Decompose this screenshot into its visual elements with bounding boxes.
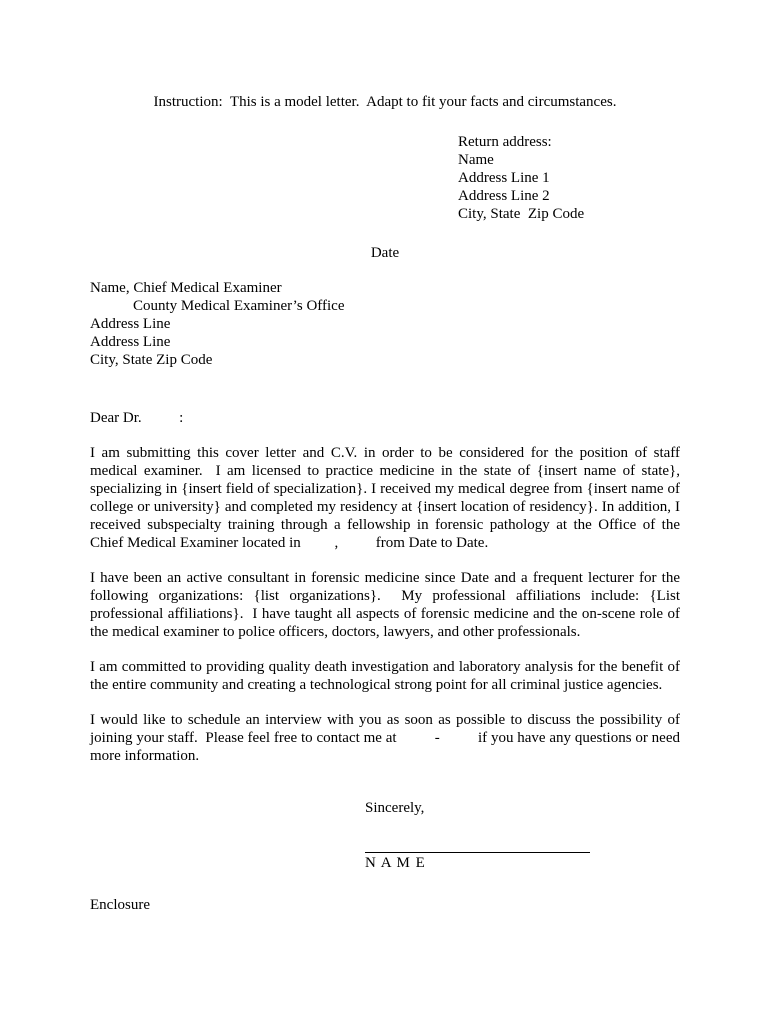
return-address-city-state-zip: City, State Zip Code: [458, 206, 585, 222]
body-paragraph-1: I am submitting this cover letter and C.V. in order to be considered for the position of staff medical examiner. I am licensed to practice medicine in the state of {insert name of state}, specializing in {insert field of specialization}. I received my medical degree from {insert name of college or university} and completed my residency at {insert location of residency}. In addition, I received subspecialty training through a fellowship in forensic pathology at the Office of the Chief Medical Examiner located in , from Date to Date.: [90, 445, 684, 551]
return-address-line-2: Address Line 2: [458, 188, 550, 204]
body-paragraph-2: I have been an active consultant in forensic medicine since Date and a frequent lecturer for the following organizations: {list organizations}. My professional affiliations include: {List professional affiliations}. I have taught all aspects of forensic medicine and the on-scene role of the medical examiner to police officers, doctors, lawyers, and other professionals.: [90, 570, 684, 640]
recipient-address-line-1: Address Line: [90, 316, 171, 332]
body-paragraph-4: I would like to schedule an interview with you as soon as possible to discuss the possibility of joining your staff. Please feel free to contact me at - if you have any questions or need more information.: [90, 712, 684, 764]
salutation-line: Dear Dr. :: [90, 410, 184, 426]
recipient-address-line-2: Address Line: [90, 334, 171, 350]
recipient-office: County Medical Examiner’s Office: [133, 298, 345, 314]
recipient-name-title: Name, Chief Medical Examiner: [90, 280, 282, 296]
return-address-label: Return address:: [458, 134, 552, 150]
instruction-line: Instruction: This is a model letter. Adapt to fit your facts and circumstances.: [153, 94, 617, 110]
recipient-address-block: [90, 279, 680, 369]
return-address-block: [458, 133, 680, 223]
return-address-name: Name: [458, 152, 494, 168]
signature-rule: [365, 852, 590, 853]
enclosure-line: Enclosure: [90, 897, 150, 913]
body-paragraph-3: I am committed to providing quality death investigation and laboratory analysis for the benefit of the entire community and creating a technological strong point for all criminal justice agencies.: [90, 659, 684, 693]
closing-line: Sincerely,: [365, 800, 425, 816]
recipient-city-state-zip: City, State Zip Code: [90, 352, 213, 368]
date-line: Date: [370, 245, 400, 261]
return-address-line-1: Address Line 1: [458, 170, 550, 186]
signature-name: N A M E: [365, 855, 426, 871]
